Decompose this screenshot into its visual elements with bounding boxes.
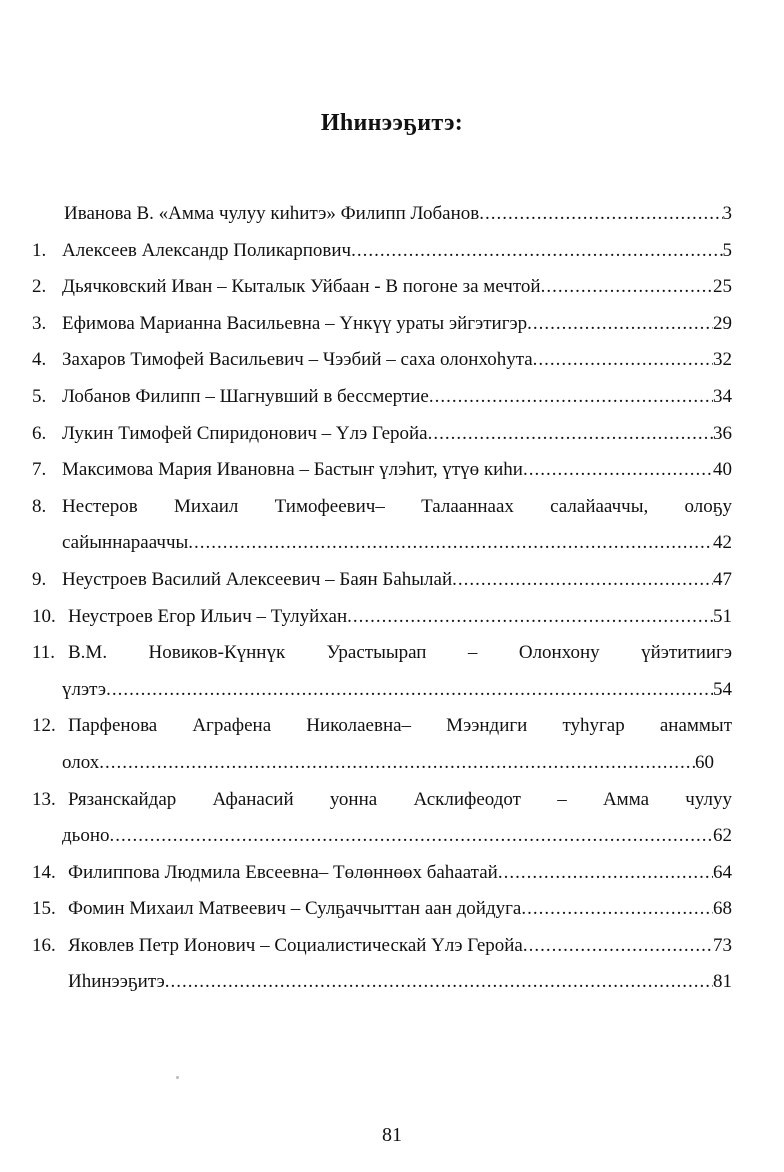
leader-dots [521, 891, 713, 928]
toc-entry-page: 81 [713, 971, 732, 993]
toc-entry-page: 29 [713, 312, 732, 334]
toc-entry [32, 269, 732, 306]
toc-entry-title: олох [62, 751, 100, 773]
toc-entry-title-line1: Рязанскайдар Афанасий уонна Асклифеодот – Амма чулуу [68, 788, 732, 810]
leader-dots [541, 269, 713, 306]
toc-entry-title: Иһинээҕитэ [68, 971, 165, 993]
leader-dots [188, 525, 713, 562]
toc-entry-number: 11. [32, 642, 56, 664]
toc-entry-number: 1. [32, 239, 47, 261]
toc-entry [32, 928, 732, 965]
toc-entry-continuation [32, 672, 732, 709]
toc-entry-page: 25 [713, 276, 732, 298]
toc-entry-page: 62 [713, 825, 732, 847]
toc-entry-number: 13. [32, 788, 56, 810]
leader-dots [429, 379, 713, 416]
toc-entry-number: 2. [32, 276, 47, 298]
toc-entry-page: 51 [713, 605, 732, 627]
leader-dots [523, 928, 713, 965]
toc-entry-continuation [32, 525, 732, 562]
leader-dots [498, 855, 713, 892]
toc-entry-title: Лобанов Филипп – Шагнувший в бессмертие [62, 385, 429, 407]
toc-entry-number: 6. [32, 422, 47, 444]
toc-entry-page: 54 [713, 678, 732, 700]
toc-entry-title: Лукин Тимофей Спиридонович – Үлэ Геройа [62, 422, 428, 444]
toc-entry [32, 635, 732, 672]
toc-entry-title-line1: В.М. Новиков-Күннүк Урастыырап – Олонхону үйэтитиигэ [68, 642, 732, 664]
toc-entry-title: Ефимова Марианна Васильевна – Үнкүү ураты эйгэтигэр [62, 312, 528, 334]
table-of-contents [32, 196, 732, 1001]
toc-entry-title: Иванова В. «Амма чулуу киһитэ» Филипп Лобанов [64, 203, 480, 224]
toc-entry-page: 60 [695, 751, 714, 773]
toc-entry [32, 964, 732, 1001]
toc-entry [32, 562, 732, 599]
toc-entry [32, 782, 732, 819]
toc-entry-number: 16. [32, 934, 56, 956]
toc-entry [32, 416, 732, 453]
toc-entry-title: Неустроев Егор Ильич – Тулуйхан [68, 605, 348, 627]
toc-entry-page: 3 [722, 203, 732, 224]
scan-speck [176, 1076, 179, 1079]
toc-entry [32, 891, 732, 928]
toc-entry [32, 196, 732, 233]
toc-entry-title: Алексеев Александр Поликарпович [62, 239, 352, 261]
leader-dots [99, 745, 695, 782]
leader-dots [347, 599, 713, 636]
toc-entry-number: 10. [32, 605, 56, 627]
toc-entry-title: Дьячковский Иван – Кыталык Уйбаан - В погоне за мечтой [62, 276, 541, 298]
leader-dots [527, 306, 713, 343]
toc-entry-title: Филиппова Людмила Евсеевна– Төлөннөөх баһаатай [68, 861, 498, 883]
toc-entry-title: Неустроев Василий Алексеевич – Баян Баһылай [62, 568, 453, 590]
toc-entry-title: дьоно [62, 825, 110, 847]
toc-entry-number: 9. [32, 568, 47, 590]
toc-entry-title: үлэтэ [62, 678, 107, 700]
leader-dots [110, 818, 714, 855]
toc-entry-continuation [32, 745, 732, 782]
toc-entry-page: 64 [713, 861, 732, 883]
toc-entry [32, 342, 732, 379]
toc-entry-title: Захаров Тимофей Васильевич – Чээбий – саха олонхоһута [62, 349, 533, 371]
leader-dots [351, 233, 722, 270]
toc-entry [32, 379, 732, 416]
toc-entry-page: 40 [713, 459, 732, 481]
toc-entry-page: 42 [713, 532, 732, 554]
toc-entry [32, 452, 732, 489]
leader-dots [479, 196, 722, 233]
toc-entry-number: 5. [32, 385, 47, 407]
leader-dots [165, 964, 713, 1001]
toc-entry-page: 73 [713, 934, 732, 956]
toc-entry-title: Яковлев Петр Ионович – Социалистическай Үлэ Геройа [68, 934, 523, 956]
leader-dots [452, 562, 713, 599]
toc-entry-page: 5 [722, 239, 732, 261]
toc-entry-page: 47 [713, 568, 732, 590]
page-number: 81 [382, 1124, 402, 1146]
toc-entry-title: Максимова Мария Ивановна – Бастыҥ үлэһит, үтүө киһи [62, 459, 523, 481]
toc-entry-title: сайыннарааччы [62, 532, 189, 554]
toc-entry [32, 233, 732, 270]
leader-dots [428, 416, 713, 453]
toc-entry-continuation [32, 818, 732, 855]
toc-entry-title: Фомин Михаил Матвеевич – Сулҕаччыттан аан дойдуга [68, 898, 522, 920]
toc-entry-title-line1: Нестеров Михаил Тимофеевич– Талааннаах салайааччы, олоҕу [62, 495, 732, 517]
toc-entry-number: 4. [32, 349, 47, 371]
toc-entry-page: 36 [713, 422, 732, 444]
toc-entry [32, 599, 732, 636]
toc-entry-number: 14. [32, 861, 56, 883]
page-title: Иһинээҕитэ: [320, 110, 464, 136]
toc-entry [32, 306, 732, 343]
toc-entry-number: 7. [32, 459, 47, 481]
toc-entry-number: 15. [32, 898, 56, 920]
toc-entry-number: 8. [32, 495, 47, 517]
toc-entry [32, 855, 732, 892]
toc-entry-page: 34 [713, 385, 732, 407]
toc-entry [32, 708, 732, 745]
leader-dots [523, 452, 713, 489]
toc-entry-title-line1: Парфенова Аграфена Николаевна– Мээндиги туһугар анаммыт [68, 715, 732, 737]
toc-entry [32, 489, 732, 526]
toc-entry-number: 3. [32, 312, 47, 334]
toc-entry-number: 12. [32, 715, 56, 737]
toc-entry-page: 68 [713, 898, 732, 920]
leader-dots [106, 672, 713, 709]
toc-entry-page: 32 [713, 349, 732, 371]
leader-dots [533, 342, 713, 379]
